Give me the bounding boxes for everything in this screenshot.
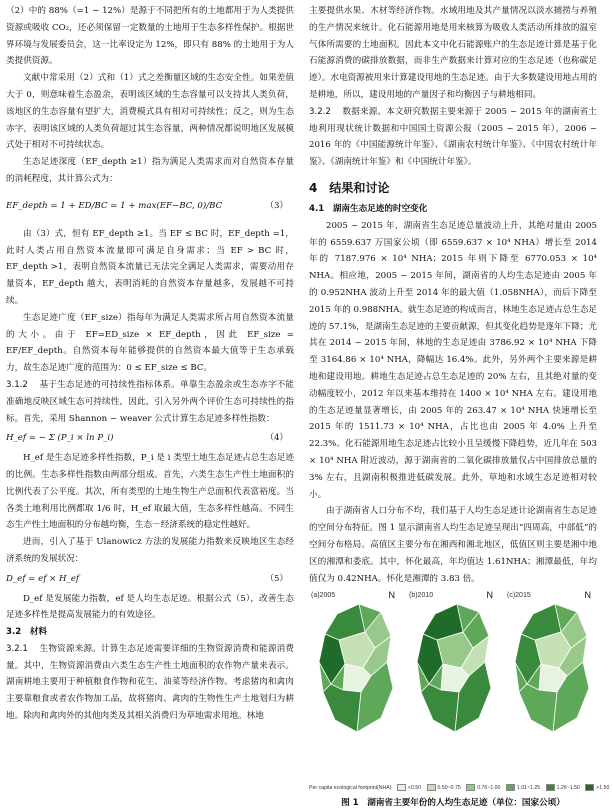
section-heading-4: 4 结果和讨论 <box>309 180 390 195</box>
paragraph: H_ef 是生态足迹多样性指数，P_i 是 i 类型土地生态足迹占总生态足迹的比例。生态多样性指数由两部分组成。首先，六类生态生产性土地面积的比例代表了公平度。其次，所有类型的土地生物生产总面积代表富裕度。当各类土地利用比例都取 1/6 时，H_ef 取最大值，生态多样性越高。不同生态生产性土地面积的分布越均衡，生态－经济系统的稳定性越好。 <box>6 453 294 531</box>
paragraph: D_ef 是发展能力指数，ef 是人均生态足迹。根据公式（5），改善生态足迹多样性是提高发展能力的有效途径。 <box>6 593 294 621</box>
legend-item: 0.50~0.75 <box>427 784 461 791</box>
legend-swatch-icon <box>585 784 594 791</box>
section-text: 基于生态足迹的可持续性指标体系。单靠生态盈余或生态赤字不能准确地反映区域生态可持续性，因此，引入另外两个评价生态可持续性的指标。首先，采用 Shannon − weaver 公式计算生态足迹多样性指数： <box>6 379 294 424</box>
legend-item: 1.26~1.50 <box>546 784 580 791</box>
paragraph: 主要提供水果、木材等经济作物。水域用地及其产量情况以淡水捕捞与养殖的生产情况来统计。化石能源用地是用来核算为吸收人类活动所排放的温室气体所需要的土地面积。因此本文中化石能源账户的生态足迹计算是基于化石能源消费的碳排放数据，而非生产数据来计算对应的生态足迹（也称碳足迹）。水电资源被用来计算建设用地的生态足迹。由于大多数建设用地占用的是耕地，所以，建设用地的产量因子和均衡因子与耕地相同。 <box>309 6 597 100</box>
subsection-3-1-2 <box>6 377 294 427</box>
section-text: 数据来源。本文研究数据主要来源于 2005 ~ 2015 年的湖南省土地利用现状统计数据和中国国土资源公报（2005 ~ 2015 年），2006 ~ 2016 年的《中国能源统计年鉴》、《湖南农村统计年鉴》、《中国农村统计年鉴》、《湖南统计年鉴》和《中国统计年鉴》。 <box>309 106 597 168</box>
map-legend <box>309 784 610 794</box>
paragraph: 进而，引入了基于 Ulanowicz 方法的发展能力指数来反映地区生态经济系统的发展状况： <box>6 537 294 564</box>
legend-title: Per capita ecological footprint(NHA) <box>309 784 392 791</box>
legend-item: 1.01~1.25 <box>506 784 540 791</box>
left-column <box>6 3 294 725</box>
north-arrow-icon: N <box>486 590 493 600</box>
panel-label: (b)2010 <box>409 592 434 599</box>
paragraph: 生态足迹深度（EF_depth ≥1）指为满足人类需求而对自然资本存量的消耗程度，其计算公式为： <box>6 157 294 184</box>
legend-swatch-icon <box>397 784 406 791</box>
legend-item: <0.50 <box>397 784 421 791</box>
equation-number: （5） <box>265 573 288 584</box>
map-panel-2010 <box>407 592 499 742</box>
legend-item: 0.76~1.00 <box>466 784 500 791</box>
equation-body: D_ef = ef × H_ef <box>6 573 80 584</box>
subsection-3-2-1 <box>6 641 294 725</box>
right-column <box>309 3 597 587</box>
section-heading-3-2: 3.2 材料 <box>6 627 48 638</box>
equation-body: EF_depth = 1 + ED/BC = 1 + max(EF−BC, 0)/BC <box>6 201 223 212</box>
section-number: 3.2.1 <box>6 643 28 654</box>
legend-swatch-icon <box>546 784 555 791</box>
legend-swatch-icon <box>427 784 436 791</box>
paragraph: 2005 ~ 2015 年，湖南省生态足迹总量波动上升，其绝对量由 2005 年的 6559.637 万国家公顷（即 6559.637 × 10⁴ NHA）增长至 2014 年的 7187.976 × 10⁴ NHA；2015 年则下降至 6770.053 × 10⁴ NHA。相应地，2005 ~ 2015 年间，湖南省的人均生态足迹由 2005 年的 0.952NHA 波动上升至 2014 年的最大值（1.058NHA），而后下降至 2015 年的 0.988NHA。就生态足迹的构成而言，林地生态足迹占总生态足迹的 57.1%，是湖南生态足迹的主要贡献源，但其变化趋势是逐年下降；尤其在 2014 ~ 2015 年间，林地的生态足迹由 3786.92 × 10⁴ NHA 下降至 3164.86 × 10⁴ NHA，降幅达 16.4%。此外，另外两个主要来源是耕地和建设用地。耕地生态足迹占总生态足迹的 20% 左右，且其绝对量的变动幅度较小，2012 年以来基本维持在 1400 × 10⁴ NHA 左右。建设用地的生态足迹量显著增长，由 2005 年的 263.47 × 10⁴ NHA 快速增长至 2015 年的 1511.73 × 10⁴ NHA，占比也由 2005 年 4.0% 上升至 22.3%。化石能源用地生态足迹占比较小且呈缓慢下降趋势，近几年在 503 × 10⁴ NHA 附近波动，源于湖南省的二氧化碳排放量仅占中国排放总量的 3% 左右，且湖南积极推进低碳发展。此外，草地和水域生态足迹相对较小。 <box>309 220 598 500</box>
equation-number: （4） <box>265 433 288 444</box>
legend-swatch-icon <box>466 784 475 791</box>
legend-swatch-icon <box>506 784 515 791</box>
north-arrow-icon: N <box>584 590 591 600</box>
equation-3 <box>6 191 294 223</box>
map-panels <box>309 592 597 752</box>
legend-item: >1.50 <box>585 784 609 791</box>
panel-label: (a)2005 <box>311 592 336 599</box>
map-panel-2015 <box>505 592 597 742</box>
hunan-map-2010 <box>407 592 499 742</box>
panel-label: (c)2015 <box>507 592 531 599</box>
paragraph: 由于湖南省人口分布不均，我们基于人均生态足迹计论湖南省生态足迹的空间分布特征。图 1 显示湖南省人均生态足迹呈现出“四周高，中部低”的空间分布格局。高值区主要分布在湘西和湘北地区，低值区则主要是湘中地区的湘潭和娄底。其中，怀化最高，年均值达 1.61NHA；湘潭最低，年均值仅为 0.42NHA。怀化是湘潭的 3.83 倍。 <box>309 506 597 584</box>
north-arrow-icon: N <box>388 590 395 600</box>
subsection-3-2-2 <box>309 104 597 171</box>
section-text: 生物资源来源。计算生态足迹需要详细的生物资源消费和能源消费量。其中，生物资源消费由六类生态生产性土地面积的农作物产量来表示。湖南耕地主要用于种植粮食作物和花生、油菜等经济作物。考虑猪肉和禽肉主要靠粮食或者农作物加工品，故将猪肉、禽肉的生物性生产土地划归为耕地。除肉和禽肉外的其他肉类及其相关消费归为草地需求用地。林地 <box>6 643 294 722</box>
equation-body: H_ef = − Σ (P_i × ln P_i) <box>6 433 114 444</box>
equation-5 <box>6 571 294 588</box>
section-number: 3.2.2 <box>309 106 331 117</box>
figure-1 <box>309 590 610 811</box>
paragraph: （2）中的 88%（=1 − 12%）是源于不同把所有的土地都用于为人类提供资源或吸收 CO₂，还必须保留一定数量的土地用于生态多样性保护。根据世界环境与发展委员会，这一比率设定为 12%，即只有 88% 的土地用于为人类提供资源。 <box>6 6 294 67</box>
paragraph: 文献中常采用（2）式和（1）式之差衡量区域的生态安全性。如果差值大于 0，则意味着生态盈余，表明该区域的生态容量可以支持其人类负荷，该地区的生态容量有望扩大，消费模式具有相对可持续性；反之，则为生态赤字，表明该区域的人类负荷超过其生态容量，两种情况都说明地区发展模式处于相对不可持续状态。 <box>6 73 294 151</box>
figure-caption: 图 1 湖南省主要年份的人均生态足迹（单位：国家公顷） <box>341 798 565 808</box>
paragraph: 由（3）式，恒有 EF_depth ≥1。当 EF ≤ BC 时，EF_depth =1，此时人类占用自然资本流量即可满足自身需求；当 EF > BC 时，EF_depth >1，表明自然资本流量已无法完全满足人类需求，需要动用存量资本，EF_depth 越大，表明消耗的自然资本存量越多，发展越不可持续。 <box>6 228 294 306</box>
hunan-map-2015 <box>505 592 597 742</box>
section-heading-4-1: 4.1 湖南生态足迹的时空变化 <box>309 203 428 214</box>
equation-4 <box>6 430 294 447</box>
map-panel-2005 <box>309 592 401 742</box>
hunan-map-2005 <box>309 592 401 742</box>
paragraph: 生态足迹广度（EF_size）指每年为满足人类需求所占用自然资本流量的大小。由于 EF=ED_size × EF_depth，因此 EF_size = EF/EF_depth。自然资本每年能够提供的自然资本最大值等于生态承载力，故生态足迹广度的范围为：0 ≤ EF_size ≤ BC。 <box>6 312 294 374</box>
section-number: 3.1.2 <box>6 379 28 390</box>
equation-number: （3） <box>265 201 288 212</box>
